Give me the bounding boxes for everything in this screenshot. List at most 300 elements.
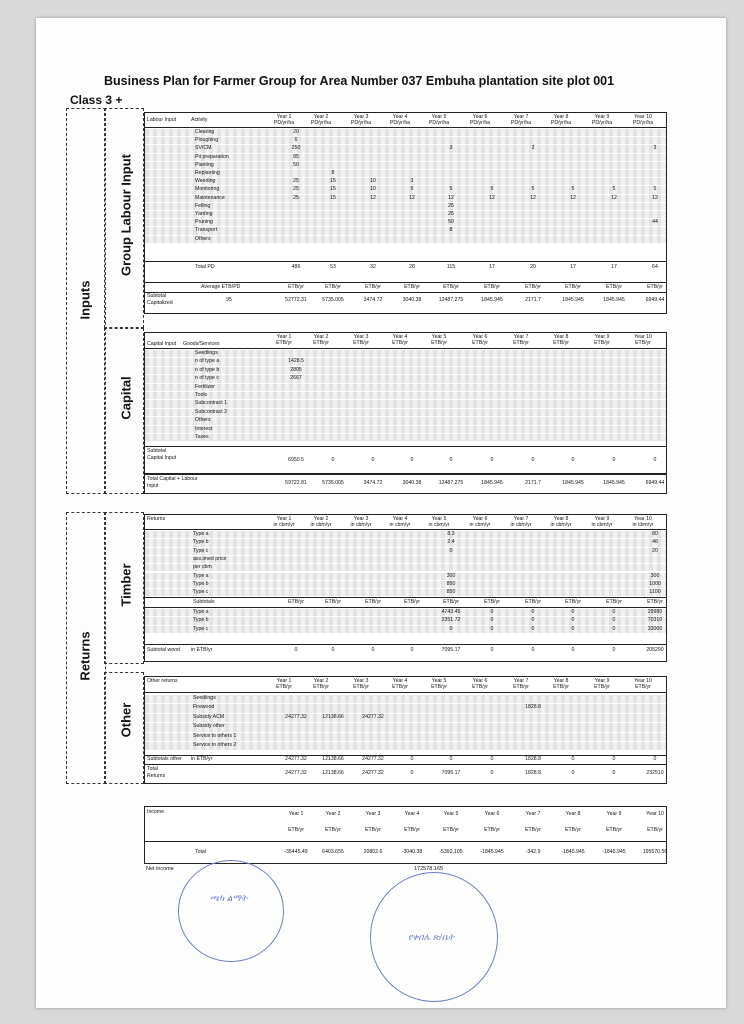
year-header: Year 10 xyxy=(634,114,652,120)
table-cell: 3 xyxy=(449,145,453,152)
labour-subtotal-cell: 52772.31 xyxy=(285,297,307,303)
year-header: Year 2 xyxy=(325,811,341,817)
unit-header: ETB/yr xyxy=(353,684,369,690)
labour-input-header: Labour Input xyxy=(147,117,177,123)
subtotal-wood-cell: 0 xyxy=(490,647,494,653)
subtotals-other-cell: 0 xyxy=(653,756,657,762)
total-returns-cell: 12138.66 xyxy=(322,770,344,776)
other-item-label: Seedlings xyxy=(193,695,216,701)
capital-item-label: Interest xyxy=(195,425,213,432)
table-cell: 12 xyxy=(530,194,536,201)
unit-cell: ETB/yr xyxy=(288,599,304,605)
returns-header: Returns xyxy=(147,516,166,522)
income-total-cell: 195570.56 xyxy=(642,849,668,855)
subtotal-wood-cell: 0 xyxy=(571,647,575,653)
year-header: Year 1 xyxy=(276,334,292,340)
table-cell: 85 xyxy=(293,153,299,160)
stamp-right-text: የቀበሌ ጽ/ቤት xyxy=(408,932,455,942)
table-cell: 20 xyxy=(652,547,658,554)
capital-item-label: Others xyxy=(195,417,211,424)
unit-cell: ETB/yr xyxy=(443,599,459,605)
capital-input-header: Capital Input xyxy=(147,341,177,347)
table-cell: 29980 xyxy=(647,609,663,615)
table-cell: 5 xyxy=(571,186,575,193)
table-cell: 44 xyxy=(652,219,658,226)
unit-cell: ETB/yr xyxy=(525,284,541,290)
year-header: Year 8 xyxy=(553,678,569,684)
total-capital-cell: 2171.7 xyxy=(525,480,541,486)
other-item-label: Service to others 1 xyxy=(193,732,237,739)
unit-header: ETB/yr xyxy=(313,340,329,346)
total-pd-cell: 53 xyxy=(330,264,336,270)
other-label: Other xyxy=(118,702,134,738)
capital-subtotal-cell: 0 xyxy=(490,457,494,463)
year-header: Year 3 xyxy=(353,114,369,120)
table-cell: 300 xyxy=(650,572,660,579)
subtotals-other-cell: 24277.32 xyxy=(362,756,384,762)
labour-subtotal-cell: 3040.38 xyxy=(402,297,422,303)
total-pd-cell: 28 xyxy=(409,264,415,270)
year-header: Year 3 xyxy=(353,334,369,340)
income-total-cell: 20802.6 xyxy=(363,849,383,855)
table-rule xyxy=(145,348,666,349)
table-cell: 0 xyxy=(612,625,616,632)
subtotal-wood-cell: 0 xyxy=(410,647,414,653)
unit-header: ETB/yr xyxy=(431,340,447,346)
unit-header: PD/yr/ha xyxy=(632,120,654,126)
year-header: Year 2 xyxy=(313,334,329,340)
table-cell: 33000 xyxy=(647,625,663,632)
unit-header: ETB/yr xyxy=(484,827,500,833)
year-header: Year 6 xyxy=(472,516,488,522)
activity-label: Others xyxy=(195,235,211,242)
table-cell: 25 xyxy=(293,178,299,185)
year-header: Year 5 xyxy=(431,678,447,684)
subtotals-label: Subtotals xyxy=(193,599,215,605)
total-capital-cell: 3040.38 xyxy=(402,480,422,486)
year-header: Year 9 xyxy=(606,811,622,817)
labour-subtotal-cell: 3474.72 xyxy=(363,297,383,303)
total-returns-cell: 24277.32 xyxy=(362,770,384,776)
unit-header: PD/yr/ha xyxy=(591,120,613,126)
unit-header: ETB/yr xyxy=(353,340,369,346)
unit-cell: ETB/yr xyxy=(565,284,581,290)
unit-header: ETB/yr xyxy=(288,827,304,833)
total-capital-cell: 3474.72 xyxy=(363,480,383,486)
unit-header: PD/yr/ha xyxy=(350,120,372,126)
total-pd-cell: 17 xyxy=(611,264,617,270)
labour-subtotal-cell: 6949.44 xyxy=(645,297,665,303)
labour-subtotal-cell: 5735.005 xyxy=(322,297,344,303)
unit-header: ETB/yr xyxy=(392,340,408,346)
capital-item-label: Subcontract 2 xyxy=(195,408,228,415)
unit-header: ETB/yr xyxy=(431,684,447,690)
table-cell: 70310 xyxy=(647,617,663,624)
table-cell: 0 xyxy=(531,617,535,624)
unit-header: PD/yr/ha xyxy=(428,120,450,126)
labour-subtotal-label: Subtotal Capitalized xyxy=(147,293,173,306)
year-header: Year 9 xyxy=(594,678,610,684)
capital-item-label: n of type c xyxy=(195,375,219,382)
year-header: Year 5 xyxy=(431,334,447,340)
stamp-left-text: ጫካ ልማት xyxy=(210,893,248,903)
table-row xyxy=(145,145,666,152)
table-cell: 0 xyxy=(531,625,535,632)
unit-header: ETB/yr xyxy=(276,684,292,690)
table-row xyxy=(145,384,666,391)
year-header: Year 7 xyxy=(513,678,529,684)
unit-header: ETB/yr xyxy=(404,827,420,833)
total-pd-cell: 115 xyxy=(446,264,456,270)
table-cell: 0 xyxy=(490,625,494,632)
year-header: Year 9 xyxy=(594,114,610,120)
total-returns-cell: 0 xyxy=(490,770,494,776)
subtotals-other-cell: 1828.8 xyxy=(525,756,541,762)
unit-header: in cbm/yr xyxy=(591,522,613,528)
capital-table xyxy=(144,332,667,474)
year-header: Year 4 xyxy=(392,516,408,522)
total-returns-label: Total Returns xyxy=(147,766,166,779)
year-header: Year 10 xyxy=(634,678,652,684)
subtotals-other-label: Subtotals other xyxy=(147,756,182,762)
table-cell: 4743.45 xyxy=(441,609,461,615)
table-cell: 250 xyxy=(291,145,301,152)
year-header: Year 1 xyxy=(288,811,304,817)
timber-item-label: Type a xyxy=(193,572,209,579)
capital-item-label: n of type a xyxy=(195,358,220,365)
table-row xyxy=(145,350,666,357)
table-cell: 25 xyxy=(293,186,299,193)
table-cell: 0 xyxy=(490,617,494,624)
activity-label: Monitoring xyxy=(195,186,220,193)
total-capital-cell: 6949.44 xyxy=(645,480,665,486)
table-cell: 46 xyxy=(652,539,658,546)
total-pd-cell: 486 xyxy=(291,264,301,270)
total-pd-cell: 17 xyxy=(570,264,576,270)
total-capital-cell: 1845.945 xyxy=(562,480,584,486)
activity-label: SV/CM xyxy=(195,145,212,152)
income-table xyxy=(144,806,667,864)
net-income-value: 172578.165 xyxy=(414,866,444,872)
unit-header: ETB/yr xyxy=(553,684,569,690)
subtotals-other-cell: 0 xyxy=(449,756,453,762)
table-row xyxy=(145,162,666,169)
unit-header: ETB/yr xyxy=(513,684,529,690)
table-row xyxy=(145,170,666,177)
timber-item-label: Type b xyxy=(193,580,209,587)
year-header: Year 3 xyxy=(353,516,369,522)
table-cell: 3 xyxy=(653,145,657,152)
unit-cell: ETB/yr xyxy=(606,284,622,290)
table-cell: 15 xyxy=(330,186,336,193)
subtotals-other-cell: 0 xyxy=(612,756,616,762)
unit-header: ETB/yr xyxy=(365,827,381,833)
activity-label: Replanting xyxy=(195,170,220,176)
subtotals-other-unit: in ETB/yr xyxy=(191,756,213,762)
table-cell: 1000 xyxy=(649,580,661,587)
table-cell: 3 xyxy=(531,145,535,152)
activity-label: Yarding xyxy=(195,211,213,217)
unit-header: ETB/yr xyxy=(392,684,408,690)
table-rule xyxy=(145,292,666,293)
total-capital-label: Total Capital + Labour Input xyxy=(147,476,198,489)
goods-services-header: Goods/Services xyxy=(183,341,220,347)
unit-header: PD/yr/ha xyxy=(550,120,572,126)
table-row xyxy=(145,573,666,580)
unit-header: ETB/yr xyxy=(635,684,651,690)
unit-header: in cbm/yr xyxy=(469,522,491,528)
year-header: Year 4 xyxy=(392,678,408,684)
table-cell: 1100 xyxy=(649,589,661,596)
table-row xyxy=(145,695,666,703)
table-cell: 0 xyxy=(571,617,575,624)
capital-subtotal-cell: 0 xyxy=(653,457,657,463)
year-header: Year 10 xyxy=(634,334,652,340)
table-row xyxy=(145,227,666,234)
unit-header: PD/yr/ha xyxy=(310,120,332,126)
table-rule xyxy=(145,644,666,645)
table-row xyxy=(145,236,666,243)
average-etb-label: Average ETB/PD xyxy=(201,284,241,290)
subtotals-other-cell: 0 xyxy=(410,756,414,762)
table-row xyxy=(145,375,666,382)
total-returns-cell: 24277.32 xyxy=(285,770,307,776)
table-row xyxy=(145,367,666,374)
table-rule xyxy=(145,127,666,128)
activity-label: Maintenance xyxy=(195,194,225,201)
other-item-label: Subsidy other xyxy=(193,723,225,730)
total-capital-cell: 1845.945 xyxy=(603,480,625,486)
income-total-cell: -1845.945 xyxy=(480,849,504,855)
total-pd-label: Total PD xyxy=(195,264,215,270)
table-rule xyxy=(145,529,666,530)
table-row xyxy=(145,564,666,571)
table-cell: 0 xyxy=(490,609,494,615)
capital-total-table xyxy=(144,474,667,494)
timber-label: Timber xyxy=(118,563,134,607)
table-cell: 5 xyxy=(410,186,414,193)
table-cell: 1428.5 xyxy=(288,358,304,365)
subtotal-wood-cell: 0 xyxy=(612,647,616,653)
table-rule xyxy=(145,446,666,447)
total-pd-cell: 64 xyxy=(652,264,658,270)
capital-subtotal-cell: 6950.5 xyxy=(288,457,304,463)
average-etb-value: 95 xyxy=(226,297,232,303)
table-cell: 2805 xyxy=(290,366,302,373)
year-header: Year 10 xyxy=(646,811,664,817)
table-cell: 2.4 xyxy=(447,539,455,546)
net-income-label: Net income xyxy=(146,866,174,872)
year-header: Year 4 xyxy=(404,811,420,817)
income-total-cell: -5392.105 xyxy=(439,849,463,855)
unit-cell: ETB/yr xyxy=(647,284,663,290)
subtotal-wood-unit: in ETB/yr xyxy=(191,647,213,653)
unit-cell: ETB/yr xyxy=(565,599,581,605)
table-cell: 5 xyxy=(612,186,616,193)
table-cell: 8.3 xyxy=(447,531,455,537)
table-cell: 1828.8 xyxy=(525,704,541,711)
table-cell: 5 xyxy=(653,186,657,193)
capital-subtotal-cell: 0 xyxy=(571,457,575,463)
unit-header: PD/yr/ha xyxy=(273,120,295,126)
activity-label: Felling xyxy=(195,202,211,209)
table-cell: 15 xyxy=(330,194,336,201)
table-cell: 2667 xyxy=(290,375,302,382)
unit-header: ETB/yr xyxy=(325,827,341,833)
table-cell: 25 xyxy=(293,194,299,201)
other-item-label: Service to others 2 xyxy=(193,742,237,748)
group-labour-label: Group Labour Input xyxy=(118,153,134,277)
unit-header: in cbm/yr xyxy=(350,522,372,528)
total-returns-cell: 0 xyxy=(571,770,575,776)
table-row xyxy=(145,539,666,546)
capital-subtotal-cell: 0 xyxy=(612,457,616,463)
year-header: Year 5 xyxy=(443,811,459,817)
table-row xyxy=(145,186,666,193)
total-capital-cell: 12487.275 xyxy=(438,480,464,486)
table-row xyxy=(145,617,666,624)
year-header: Year 5 xyxy=(431,516,447,522)
table-cell: 0 xyxy=(449,547,453,554)
timber-item-label: per cbm xyxy=(193,564,212,571)
year-header: Year 1 xyxy=(276,114,292,120)
table-cell: 10 xyxy=(370,186,376,193)
table-cell: 24277.32 xyxy=(285,713,307,720)
activity-label: Clearing xyxy=(195,129,215,135)
subtotals-other-cell: 24277.32 xyxy=(285,756,307,762)
year-header: Year 4 xyxy=(392,334,408,340)
table-row xyxy=(145,704,666,712)
year-header: Year 4 xyxy=(392,114,408,120)
page-title: Business Plan for Farmer Group for Area Number 037 Embuha plantation site plot 001 xyxy=(104,74,615,88)
table-cell: 5 xyxy=(449,186,453,193)
unit-cell: ETB/yr xyxy=(365,599,381,605)
year-header: Year 2 xyxy=(313,678,329,684)
table-row xyxy=(145,417,666,424)
unit-cell: ETB/yr xyxy=(484,284,500,290)
table-cell: 10 xyxy=(370,178,376,185)
activity-header: Activity xyxy=(191,117,208,123)
table-rule xyxy=(145,841,666,842)
table-row xyxy=(145,426,666,433)
table-rule xyxy=(145,755,666,756)
total-returns-table xyxy=(144,764,667,784)
table-row xyxy=(145,211,666,218)
unit-header: in cbm/yr xyxy=(428,522,450,528)
income-total-cell: 6403.655 xyxy=(322,849,344,855)
income-total-label: Total xyxy=(195,849,206,855)
timber-table xyxy=(144,514,667,662)
capital-subtotal-label: Subtotal Capital Input xyxy=(147,448,177,461)
subtotals-other-cell: 12138.66 xyxy=(322,756,344,762)
class-label: Class 3 + xyxy=(70,93,123,107)
total-returns-cell: 0 xyxy=(410,770,414,776)
income-header: Income xyxy=(147,809,165,815)
subtotal-wood-cell: 205290 xyxy=(646,647,664,653)
table-row xyxy=(145,531,666,538)
activity-label: Transport xyxy=(195,227,218,234)
unit-cell: ETB/yr xyxy=(365,284,381,290)
table-cell: 0 xyxy=(571,625,575,632)
total-capital-cell: 5735.005 xyxy=(322,480,344,486)
labour-subtotal-cell: 1845.945 xyxy=(562,297,584,303)
unit-header: ETB/yr xyxy=(594,684,610,690)
table-cell: 850 xyxy=(446,589,456,596)
table-row xyxy=(145,609,666,616)
table-cell: 8 xyxy=(449,227,453,234)
year-header: Year 6 xyxy=(472,114,488,120)
labour-subtotal-table xyxy=(144,282,667,314)
table-rule xyxy=(145,261,666,262)
unit-header: ETB/yr xyxy=(553,340,569,346)
other-table xyxy=(144,676,667,766)
table-cell: 300 xyxy=(446,572,456,579)
capital-item-label: Seedlings xyxy=(195,350,218,356)
table-cell: 2351.72 xyxy=(441,617,461,624)
unit-cell: ETB/yr xyxy=(525,599,541,605)
total-pd-cell: 20 xyxy=(530,264,536,270)
table-cell: 25 xyxy=(448,202,454,209)
table-cell: 50 xyxy=(448,219,454,226)
year-header: Year 6 xyxy=(472,334,488,340)
unit-cell: ETB/yr xyxy=(404,599,420,605)
table-rule xyxy=(145,597,666,598)
table-row xyxy=(145,548,666,555)
total-returns-cell: 0 xyxy=(612,770,616,776)
year-header: Year 9 xyxy=(594,334,610,340)
year-header: Year 8 xyxy=(565,811,581,817)
capital-subtotal-cell: 0 xyxy=(410,457,414,463)
table-cell: 0 xyxy=(612,617,616,624)
income-total-cell: -3040.38 xyxy=(401,849,423,855)
total-returns-cell: 232510 xyxy=(646,770,664,776)
table-cell: 15 xyxy=(330,178,336,185)
income-total-cell: -1845.945 xyxy=(561,849,585,855)
total-returns-cell: 7095.17 xyxy=(441,770,461,776)
timber-sub-label: Type b xyxy=(193,617,209,624)
table-rule xyxy=(145,607,666,608)
unit-header: ETB/yr xyxy=(443,827,459,833)
year-header: Year 3 xyxy=(353,678,369,684)
income-total-cell: -35445.49 xyxy=(284,849,308,855)
unit-cell: ETB/yr xyxy=(647,599,663,605)
table-row xyxy=(145,219,666,226)
labour-subtotal-cell: 2171.7 xyxy=(525,297,541,303)
table-rule xyxy=(145,692,666,693)
year-header: Year 5 xyxy=(431,114,447,120)
table-cell: 12138.66 xyxy=(322,713,344,720)
unit-cell: ETB/yr xyxy=(443,284,459,290)
subtotal-wood-label: Subtotal wood xyxy=(147,647,180,653)
unit-cell: ETB/yr xyxy=(484,599,500,605)
table-cell: 12 xyxy=(448,194,454,201)
unit-header: PD/yr/ha xyxy=(389,120,411,126)
unit-cell: ETB/yr xyxy=(325,599,341,605)
unit-header: ETB/yr xyxy=(472,684,488,690)
table-row xyxy=(145,434,666,441)
unit-header: ETB/yr xyxy=(276,340,292,346)
unit-cell: ETB/yr xyxy=(325,284,341,290)
year-header: Year 6 xyxy=(484,811,500,817)
other-item-label: Firewood xyxy=(193,704,215,711)
subtotals-other-cell: 0 xyxy=(571,756,575,762)
year-header: Year 2 xyxy=(313,516,329,522)
unit-cell: ETB/yr xyxy=(288,284,304,290)
unit-header: ETB/yr xyxy=(565,827,581,833)
table-cell: 20 xyxy=(293,129,299,135)
table-row xyxy=(145,137,666,144)
table-cell: 12 xyxy=(409,194,415,201)
